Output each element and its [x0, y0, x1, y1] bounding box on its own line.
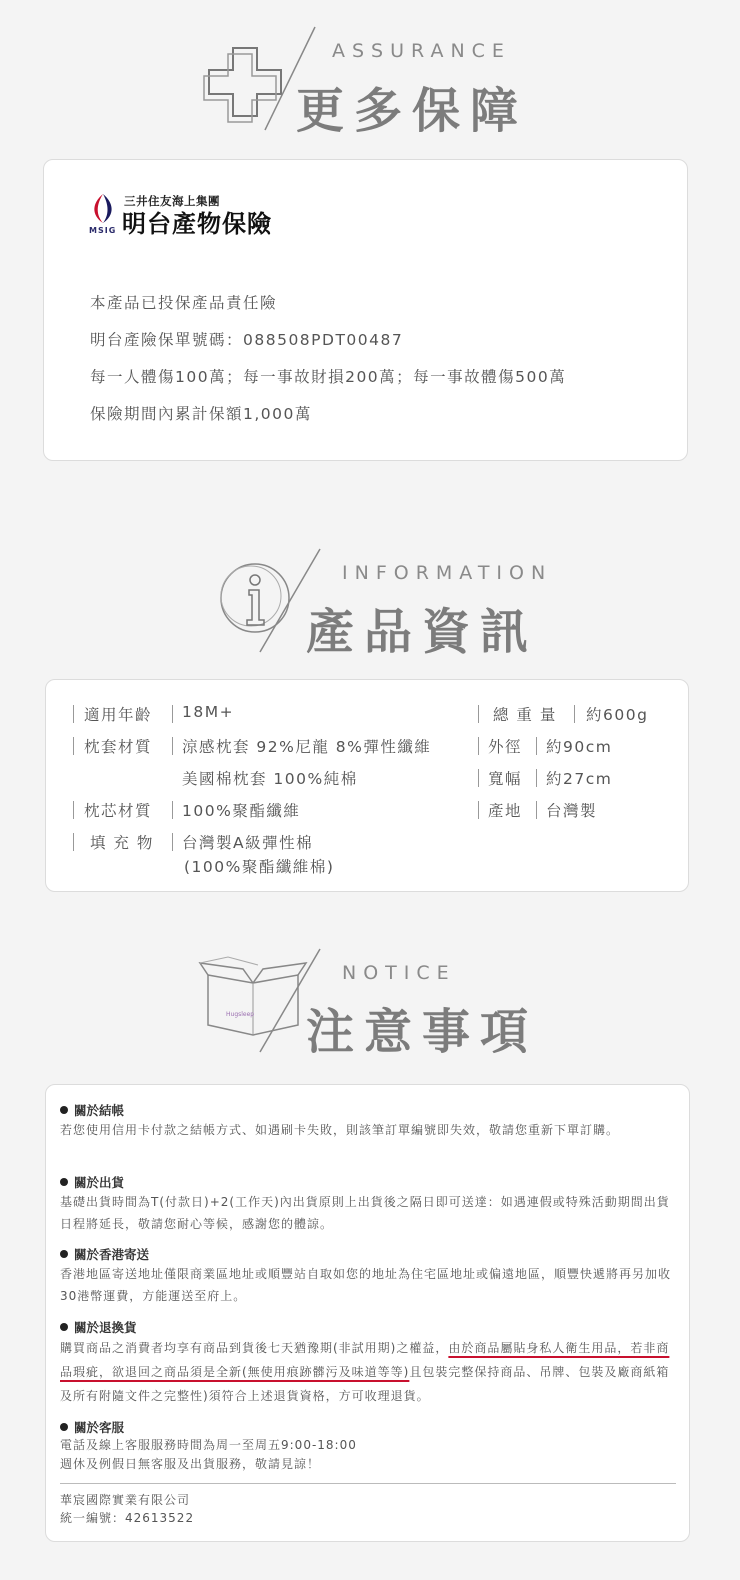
notice-zh-title: 注意事項 [306, 1004, 539, 1060]
notice-item-body: 基礎出貨時間為T(付款日)+2(工作天)內出貨原則上出貨後之隔日即可送達：如遇連假或特殊活動期間出貨日程將延長，敬請您耐心等候，感謝您的體諒。 [60, 1195, 670, 1231]
bullet-icon [60, 1178, 68, 1186]
notice-item-title: 關於香港寄送 [60, 1245, 149, 1263]
information-zh-title: 產品資訊 [306, 604, 539, 660]
notice-item-body: 香港地區寄送地址僅限商業區地址或順豐站自取如您的地址為住宅區地址或偏遠地區，順豐快遞將再另加收30港幣運費，方能運送至府上。 [60, 1267, 672, 1303]
bullet-icon [60, 1250, 68, 1258]
separator [478, 801, 479, 819]
info-value: 約27cm [546, 770, 613, 788]
info-label: 產地 [488, 802, 523, 820]
separator [172, 737, 173, 755]
separator [478, 705, 479, 723]
separator [73, 705, 74, 723]
separator [536, 801, 537, 819]
info-value: 台灣製 [546, 802, 598, 820]
notice-en-title: NOTICE [342, 962, 456, 984]
separator [172, 705, 173, 723]
info-label: 枕芯材質 [84, 802, 153, 820]
notice-item-title: 關於出貨 [60, 1173, 124, 1191]
notice-item-body: 購買商品之消費者均享有商品到貨後七天猶豫期(非試用期)之權益，由於商品屬貼身私人衛生用品，若非商品瑕疵，欲退回之商品須是全新(無使用痕跡髒污及味道等等)且包裝完整保持商品、吊牌、包裝及廠商紙箱及所有附隨文件之完整性)須符合上述退貨資格，方可收理退貨。 [60, 1341, 670, 1403]
assurance-en-title: ASSURANCE [332, 40, 511, 62]
product-info-card [45, 679, 689, 892]
info-value: 100%聚酯纖維 [182, 802, 301, 820]
notice-item-body: 若您使用信用卡付款之結帳方式、如遇刷卡失敗，則該筆訂單編號即失效，敬請您重新下單訂購。 [60, 1123, 620, 1137]
insurer-abbr: MSIG [89, 226, 117, 235]
notice-item-title: 關於客服 [60, 1418, 124, 1436]
notice-card [45, 1084, 690, 1542]
bullet-icon [60, 1106, 68, 1114]
highlighted-clause: 由於商品屬貼身私人衛生用品，若非商品瑕疵，欲退回之商品須是全新(無使用痕跡髒污及味道等等) [60, 1341, 670, 1379]
insurance-line: 明台產險保單號碼：088508PDT00487 [90, 331, 404, 349]
msig-logo-icon [88, 193, 118, 227]
notice-item-title: 關於結帳 [60, 1101, 124, 1119]
separator [478, 769, 479, 787]
info-value: 約90cm [546, 738, 613, 756]
separator [73, 737, 74, 755]
notice-header [0, 945, 740, 1085]
separator [172, 801, 173, 819]
insurer-group-name: 三井住友海上集團 [124, 194, 220, 208]
info-value: 台灣製A級彈性棉 [182, 834, 314, 852]
info-label: 寬幅 [488, 770, 523, 788]
separator [536, 737, 537, 755]
tax-id: 統一編號：42613522 [60, 1511, 195, 1525]
separator [478, 737, 479, 755]
box-brand-label: Hugsleep [226, 1011, 255, 1018]
bullet-icon [60, 1423, 68, 1431]
separator [574, 705, 575, 723]
information-header [0, 545, 740, 685]
info-value: 涼感枕套 92%尼龍 8%彈性纖維 [182, 738, 432, 756]
insurance-line: 保險期間內累計保額1,000萬 [90, 405, 312, 423]
info-label: 總 重 量 [493, 706, 557, 724]
notice-item-title: 關於退換貨 [60, 1318, 137, 1336]
divider [60, 1483, 676, 1484]
information-en-title: INFORMATION [342, 562, 553, 584]
info-label: 枕套材質 [84, 738, 153, 756]
bullet-icon [60, 1323, 68, 1331]
insurer-name: 明台產物保險 [122, 210, 272, 238]
insurance-line: 每一人體傷100萬；每一事故財損200萬；每一事故體傷500萬 [90, 368, 567, 386]
separator [172, 833, 173, 851]
info-value: 約600g [586, 706, 649, 724]
info-value: 美國棉枕套 100%純棉 [182, 770, 358, 788]
assurance-zh-title: 更多保障 [296, 83, 529, 139]
info-label: 適用年齡 [84, 706, 153, 724]
insurance-line: 本產品已投保產品責任險 [90, 294, 278, 312]
separator [536, 769, 537, 787]
separator [73, 801, 74, 819]
notice-item-body: 電話及線上客服服務時間為周一至周五9:00-18:00 週休及例假日無客服及出貨服務，敬請見諒！ [60, 1438, 357, 1471]
company-name: 華宸國際實業有限公司 [60, 1493, 191, 1507]
info-value: 18M+ [182, 703, 235, 721]
info-value: (100%聚酯纖維棉) [184, 858, 335, 876]
insurance-card [43, 159, 688, 461]
info-label: 填 充 物 [90, 834, 154, 852]
assurance-header [0, 20, 740, 160]
separator [73, 833, 74, 851]
info-label: 外徑 [488, 738, 523, 756]
